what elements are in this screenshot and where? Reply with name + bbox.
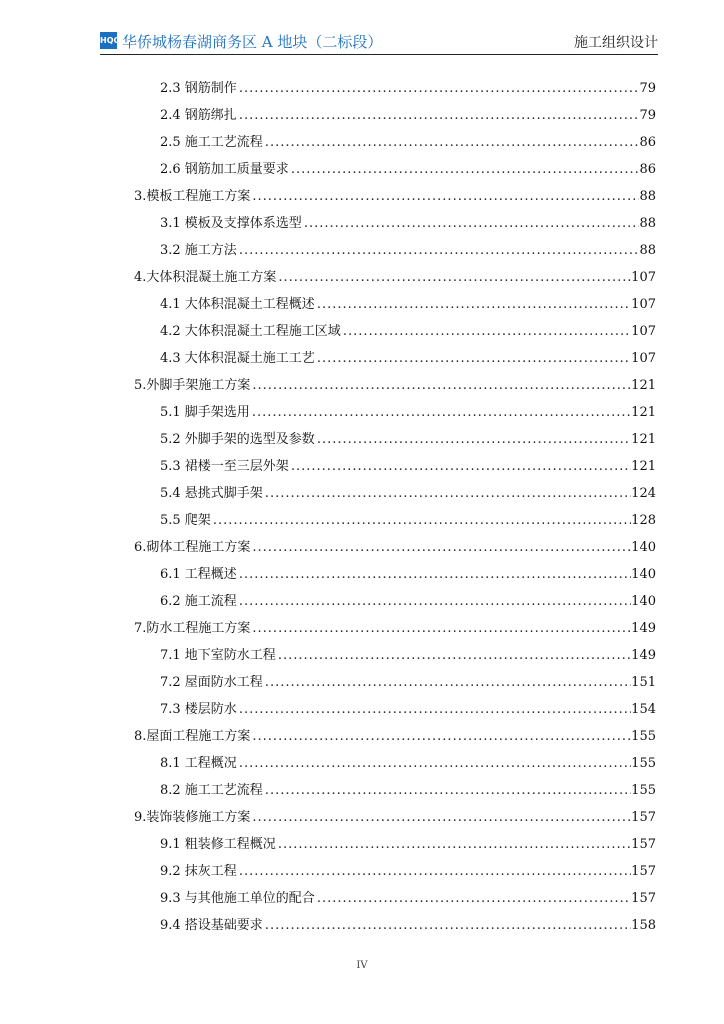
toc-entry[interactable] <box>134 453 656 480</box>
toc-dot-leader <box>211 507 631 534</box>
toc-entry-label: 7.防水工程施工方案 <box>134 621 251 636</box>
company-logo: HQC <box>100 32 117 49</box>
toc-dot-leader <box>237 588 631 615</box>
toc-entry[interactable] <box>134 507 656 534</box>
toc-entry[interactable] <box>134 696 656 723</box>
toc-entry-page: 155 <box>631 756 656 771</box>
toc-entry-page: 107 <box>631 351 656 366</box>
page-number: IV <box>356 960 368 971</box>
toc-entry[interactable] <box>134 723 656 750</box>
toc-dot-leader <box>237 237 640 264</box>
toc-entry-page: 140 <box>631 540 656 555</box>
toc-entry-page: 157 <box>631 891 656 906</box>
toc-entry[interactable] <box>134 831 656 858</box>
toc-dot-leader <box>263 480 631 507</box>
toc-entry-label: 5.5 爬架 <box>160 513 211 528</box>
toc-entry[interactable] <box>134 372 656 399</box>
toc-dot-leader <box>341 318 631 345</box>
toc-entry-label: 3.2 施工方法 <box>160 243 237 258</box>
toc-dot-leader <box>263 129 640 156</box>
toc-entry-page: 86 <box>639 135 656 150</box>
toc-entry-page: 140 <box>631 594 656 609</box>
toc-entry-label: 9.1 粗装修工程概况 <box>160 837 276 852</box>
toc-entry-page: 124 <box>631 486 656 501</box>
project-title: 华侨城杨春湖商务区 A 地块（二标段） <box>122 33 383 51</box>
toc-entry-label: 5.4 悬挑式脚手架 <box>160 486 263 501</box>
toc-dot-leader <box>237 102 640 129</box>
toc-entry[interactable] <box>134 912 656 939</box>
toc-entry[interactable] <box>134 669 656 696</box>
toc-dot-leader <box>250 615 631 642</box>
toc-entry-label: 7.1 地下室防水工程 <box>160 648 276 663</box>
toc-entry-page: 128 <box>631 513 656 528</box>
toc-dot-leader <box>276 642 631 669</box>
toc-dot-leader <box>315 345 631 372</box>
toc-entry-page: 88 <box>639 189 656 204</box>
toc-entry-label: 4.2 大体积混凝土工程施工区域 <box>160 324 341 339</box>
toc-entry-page: 151 <box>631 675 656 690</box>
toc-entry-label: 2.5 施工工艺流程 <box>160 135 263 150</box>
toc-entry[interactable] <box>134 885 656 912</box>
toc-entry[interactable] <box>134 399 656 426</box>
toc-entry[interactable] <box>134 318 656 345</box>
toc-entry[interactable] <box>134 534 656 561</box>
toc-entry[interactable] <box>134 858 656 885</box>
toc-entry-label: 4.大体积混凝土施工方案 <box>134 270 277 285</box>
toc-dot-leader <box>250 804 631 831</box>
toc-dot-leader <box>237 561 631 588</box>
toc-entry[interactable] <box>134 480 656 507</box>
toc-entry-label: 2.4 钢筋绑扎 <box>160 108 237 123</box>
toc-entry-label: 8.1 工程概况 <box>160 756 237 771</box>
toc-dot-leader <box>237 75 640 102</box>
toc-dot-leader <box>237 750 631 777</box>
toc-entry[interactable] <box>134 345 656 372</box>
toc-entry[interactable] <box>134 102 656 129</box>
toc-entry-page: 86 <box>639 162 656 177</box>
toc-entry-page: 88 <box>639 243 656 258</box>
toc-entry[interactable] <box>134 156 656 183</box>
toc-entry-label: 5.3 裙楼一至三层外架 <box>160 459 289 474</box>
toc-entry-page: 157 <box>631 837 656 852</box>
toc-entry-label: 6.1 工程概述 <box>160 567 237 582</box>
toc-entry-label: 2.3 钢筋制作 <box>160 81 237 96</box>
toc-entry-page: 107 <box>631 270 656 285</box>
toc-entry-label: 7.3 楼层防水 <box>160 702 237 717</box>
toc-entry-label: 5.外脚手架施工方案 <box>134 378 251 393</box>
toc-entry-label: 3.1 模板及支撑体系选型 <box>160 216 302 231</box>
toc-entry[interactable] <box>134 588 656 615</box>
toc-entry-page: 158 <box>631 918 656 933</box>
toc-dot-leader <box>250 372 631 399</box>
toc-entry[interactable] <box>134 129 656 156</box>
toc-entry-label: 9.装饰装修施工方案 <box>134 810 251 825</box>
toc-entry-page: 107 <box>631 324 656 339</box>
toc-dot-leader <box>276 264 631 291</box>
toc-dot-leader <box>250 723 631 750</box>
toc-entry[interactable] <box>134 750 656 777</box>
toc-entry-label: 9.3 与其他施工单位的配合 <box>160 891 315 906</box>
toc-dot-leader <box>237 858 631 885</box>
toc-entry-label: 5.1 脚手架选用 <box>160 405 250 420</box>
document-title: 施工组织设计 <box>574 35 658 51</box>
toc-entry[interactable] <box>134 561 656 588</box>
toc-entry-label: 4.3 大体积混凝土施工工艺 <box>160 351 315 366</box>
toc-entry-label: 2.6 钢筋加工质量要求 <box>160 162 289 177</box>
toc-entry[interactable] <box>134 264 656 291</box>
toc-dot-leader <box>250 183 639 210</box>
toc-entry-page: 157 <box>631 864 656 879</box>
toc-entry[interactable] <box>134 426 656 453</box>
toc-dot-leader <box>315 291 631 318</box>
toc-dot-leader <box>315 426 631 453</box>
toc-entry-label: 5.2 外脚手架的选型及参数 <box>160 432 315 447</box>
toc-entry[interactable] <box>134 210 656 237</box>
page-header <box>100 30 658 55</box>
toc-entry-label: 8.屋面工程施工方案 <box>134 729 251 744</box>
toc-dot-leader <box>263 669 631 696</box>
toc-entry-label: 6.2 施工流程 <box>160 594 237 609</box>
toc-entry-page: 121 <box>631 405 656 420</box>
toc-entry-label: 9.2 抹灰工程 <box>160 864 237 879</box>
table-of-contents <box>134 75 656 939</box>
toc-dot-leader <box>263 777 631 804</box>
toc-entry-page: 79 <box>639 108 656 123</box>
toc-dot-leader <box>315 885 631 912</box>
toc-entry-page: 121 <box>631 432 656 447</box>
toc-dot-leader <box>289 453 631 480</box>
toc-entry[interactable] <box>134 642 656 669</box>
toc-entry-page: 155 <box>631 729 656 744</box>
toc-entry-page: 121 <box>631 459 656 474</box>
toc-entry-page: 107 <box>631 297 656 312</box>
toc-entry-page: 121 <box>631 378 656 393</box>
toc-entry-label: 4.1 大体积混凝土工程概述 <box>160 297 315 312</box>
toc-entry[interactable] <box>134 75 656 102</box>
toc-entry-label: 8.2 施工工艺流程 <box>160 783 263 798</box>
toc-dot-leader <box>302 210 640 237</box>
toc-dot-leader <box>250 399 631 426</box>
toc-entry-page: 79 <box>639 81 656 96</box>
toc-entry[interactable] <box>134 183 656 210</box>
toc-entry[interactable] <box>134 291 656 318</box>
toc-entry-page: 88 <box>639 216 656 231</box>
toc-dot-leader <box>276 831 631 858</box>
toc-dot-leader <box>237 696 631 723</box>
toc-entry[interactable] <box>134 615 656 642</box>
toc-entry-page: 154 <box>631 702 656 717</box>
toc-entry[interactable] <box>134 777 656 804</box>
toc-entry-label: 3.模板工程施工方案 <box>134 189 251 204</box>
toc-entry[interactable] <box>134 804 656 831</box>
toc-dot-leader <box>263 912 631 939</box>
toc-entry-page: 149 <box>631 621 656 636</box>
toc-dot-leader <box>289 156 640 183</box>
toc-entry-page: 155 <box>631 783 656 798</box>
toc-entry-label: 7.2 屋面防水工程 <box>160 675 263 690</box>
toc-entry-page: 140 <box>631 567 656 582</box>
toc-entry[interactable] <box>134 237 656 264</box>
toc-entry-label: 9.4 搭设基础要求 <box>160 918 263 933</box>
toc-entry-label: 6.砌体工程施工方案 <box>134 540 251 555</box>
toc-entry-page: 157 <box>631 810 656 825</box>
toc-dot-leader <box>250 534 631 561</box>
toc-entry-page: 149 <box>631 648 656 663</box>
